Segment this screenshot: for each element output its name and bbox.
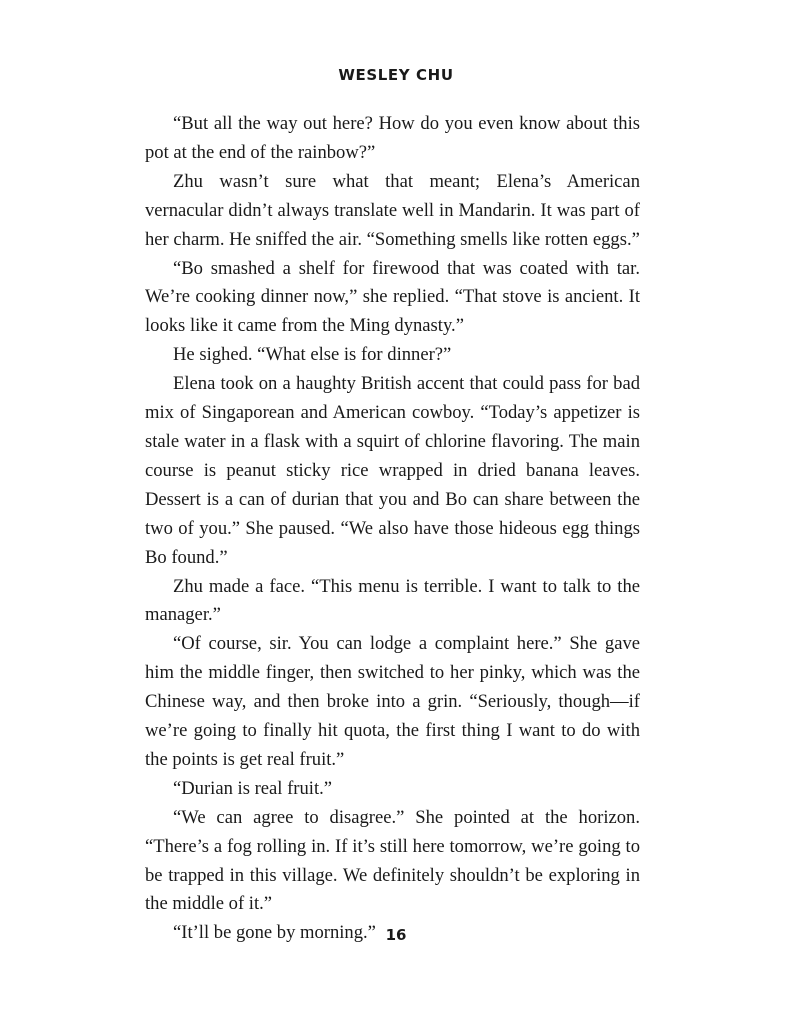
paragraph: Elena took on a haughty British accent that could pass for bad mix of Singaporean and American cowboy. “Today’s appetizer is stale water in a flask with a squirt of chlorine flavoring. The main course is peanut sticky rice wrapped in dried banana leaves. Dessert is a can of durian that you and Bo can share between the two of you.” She paused. “We also have those hideous egg things Bo found.” bbox=[145, 373, 640, 568]
paragraph: “But all the way out here? How do you even know about this pot at the end of the rainbow?” bbox=[145, 113, 640, 163]
body-text bbox=[145, 110, 640, 948]
paragraph: “Durian is real fruit.” bbox=[173, 777, 333, 799]
paragraph: “Bo smashed a shelf for firewood that was coated with tar. We’re cooking dinner now,” she replied. “That stove is ancient. It looks like it came from the Ming dynasty.” bbox=[145, 257, 640, 337]
running-head-author: WESLEY CHU bbox=[338, 66, 454, 84]
paragraph: He sighed. “What else is for dinner?” bbox=[173, 344, 452, 366]
paragraph: Zhu made a face. “This menu is terrible. I want to talk to the manager.” bbox=[145, 575, 640, 626]
paragraph: “We can agree to disagree.” She pointed at the horizon. “There’s a fog rolling in. If it’s still here tomorrow, we’re going to be trapped in this village. We definitely shouldn’t be exploring in the middle of it.” bbox=[145, 806, 640, 915]
paragraph: “It’ll be gone by morning.” bbox=[173, 922, 376, 944]
paragraph: “Of course, sir. You can lodge a complaint here.” She gave him the middle finger, then switched to her pinky, which was the Chinese way, and then broke into a grin. “Seriously, though—if we’re going to finally hit quota, the first thing I want to do with the points is get real fruit.” bbox=[145, 633, 640, 770]
paragraph: Zhu wasn’t sure what that meant; Elena’s American vernacular didn’t always translate well in Mandarin. It was part of her charm. He sniffed the air. “Something smells like rotten eggs.” bbox=[145, 170, 640, 250]
page-number: 16 bbox=[385, 926, 407, 944]
